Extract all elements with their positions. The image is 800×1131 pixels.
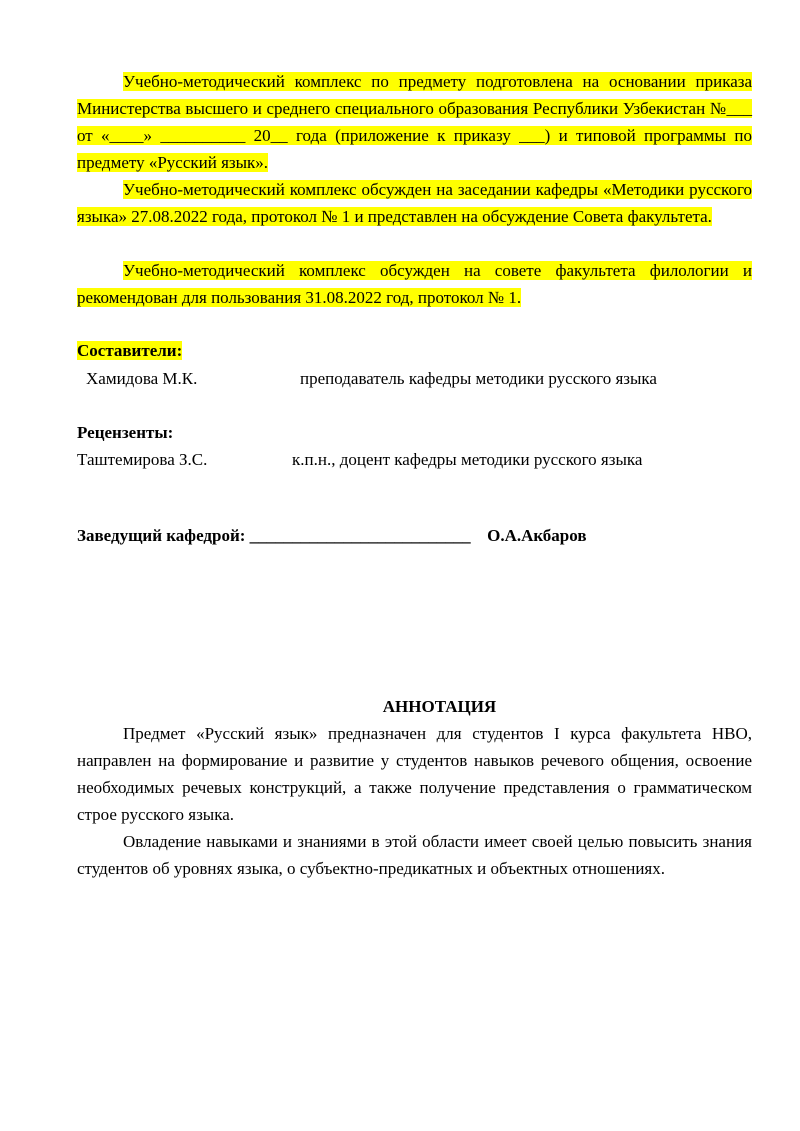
approval-paragraph-2 (77, 176, 752, 230)
head-name: О.А.Акбаров (487, 526, 587, 545)
compiler-name: Хамидова М.К. (86, 369, 198, 388)
reviewer-position: к.п.н., доцент кафедры методики русского языка (292, 450, 643, 469)
compilers-heading (77, 340, 182, 362)
annotation-text-1: Предмет «Русский язык» предназначен для студентов I курса факультета НВО, направлен на формирование и развитие у студентов навыков речевого общения, освоение необходимых речевых конструкций, а также получение представления о грамматическом строе русского языка. (77, 724, 752, 824)
approval-paragraph-1 (77, 68, 752, 176)
approval-text-1: Учебно-методический комплекс по предмету подготовлена на основании приказа Министерства высшего и среднего специального образования Республики Узбекистан №___ от «____» __________ 20__ года (приложение к приказу ___) и типовой программы по предмету «Русский язык». (77, 72, 752, 172)
compiler-position: преподаватель кафедры методики русского языка (300, 369, 657, 388)
approval-text-2: Учебно-методический комплекс обсужден на заседании кафедры «Методики русского языка» 27.08.2022 года, протокол № 1 и представлен на обсуждение Совета факультета. (77, 180, 752, 226)
annotation-text-2: Овладение навыками и знаниями в этой области имеет своей целью повысить знания студентов об уровнях языка, о субъектно-предикатных и объектных отношениях. (77, 832, 752, 878)
annotation-paragraph-1 (77, 720, 752, 828)
reviewers-heading: Рецензенты: (77, 423, 174, 442)
annotation-title: АННОТАЦИЯ (382, 697, 497, 716)
compilers-heading-text: Составители: (77, 341, 183, 360)
head-of-department-line (77, 525, 587, 547)
approval-text-3: Учебно-методический комплекс обсужден на совете факультета филологии и рекомендован для пользования 31.08.2022 год, протокол № 1. (77, 261, 752, 307)
approval-paragraph-3 (77, 257, 752, 311)
signature-line: __________________________ (249, 526, 471, 545)
annotation-paragraph-2 (77, 828, 752, 882)
reviewer-name: Таштемирова З.С. (77, 450, 208, 469)
head-label: Заведущий кафедрой: (77, 526, 246, 545)
